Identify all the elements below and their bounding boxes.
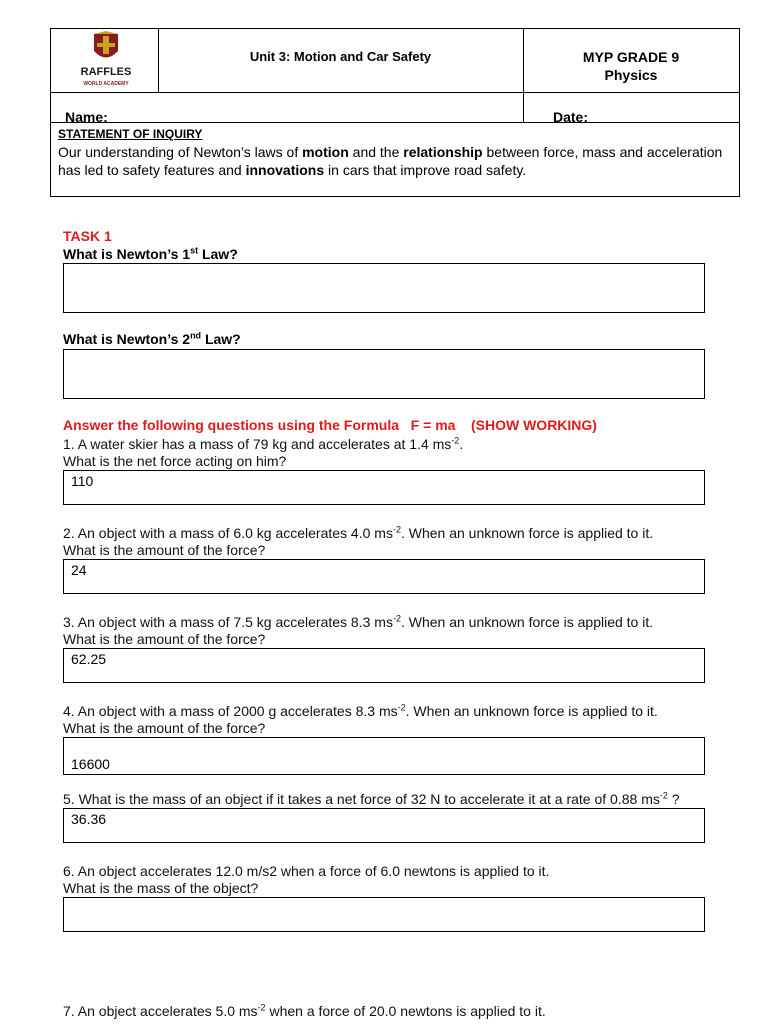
crest-icon: [81, 31, 131, 65]
answer-value: 62.25: [71, 651, 107, 667]
question-text: 1. A water skier has a mass of 79 kg and accelerates at 1.4 ms: [63, 436, 452, 452]
answer-box-3[interactable]: [63, 648, 705, 683]
question-6: [63, 863, 549, 897]
question-text: 2. An object with a mass of 6.0 kg accelerates 4.0 ms: [63, 525, 393, 541]
question-text: Law?: [201, 331, 241, 347]
question-text: What is the amount of the force?: [63, 631, 266, 647]
answer-value: 16600: [71, 756, 110, 772]
question-7: [63, 1003, 546, 1020]
inquiry-statement: [58, 143, 728, 179]
question-text: What is the amount of the force?: [63, 542, 266, 558]
worksheet-header: [50, 28, 740, 197]
question-3: [63, 614, 653, 648]
question-sup: st: [190, 245, 199, 256]
question-sup: -2: [451, 435, 460, 446]
inquiry-text: Our understanding of Newton’s laws of: [58, 144, 303, 160]
inquiry-bold: relationship: [403, 144, 483, 160]
law1-answer-box[interactable]: [63, 263, 705, 313]
question-text: 7. An object accelerates 5.0 ms: [63, 1003, 258, 1019]
question-text: What is Newton’s 2: [63, 331, 191, 347]
question-sup: -2: [392, 613, 401, 624]
inquiry-text: in cars that improve road safety.: [324, 162, 527, 178]
question-text: . When an unknown force is applied to it.: [405, 703, 658, 719]
question-sup: -2: [257, 1002, 266, 1013]
answer-value: 36.36: [71, 811, 107, 827]
inquiry-title: STATEMENT OF INQUIRY: [58, 127, 203, 141]
question-sup: -2: [397, 702, 406, 713]
question-sup: -2: [392, 524, 401, 535]
newton-law1-question: [63, 246, 238, 262]
answer-box-6[interactable]: [63, 897, 705, 932]
question-text: 4. An object with a mass of 2000 g accelerates 8.3 ms: [63, 703, 398, 719]
question-sup: nd: [190, 330, 202, 341]
question-text: . When an unknown force is applied to it.: [400, 525, 654, 541]
unit-title: Unit 3: Motion and Car Safety: [249, 49, 432, 64]
header-divider: [51, 122, 739, 123]
school-logo: [81, 31, 131, 89]
inquiry-bold: motion: [302, 144, 349, 160]
law2-answer-box[interactable]: [63, 349, 705, 399]
question-text: What is Newton’s 1: [63, 246, 191, 262]
question-4: [63, 703, 658, 737]
question-text: Law?: [198, 246, 238, 262]
question-text: .: [459, 436, 464, 452]
question-text: What is the amount of the force?: [63, 720, 266, 736]
question-text: . When an unknown force is applied to it.: [400, 614, 654, 630]
answer-value: 24: [71, 562, 87, 578]
question-1: [63, 436, 463, 470]
question-sup: -2: [659, 790, 668, 801]
question-text: What is the mass of the object?: [63, 880, 259, 896]
answer-value: 110: [71, 473, 94, 489]
newton-law2-question: [63, 331, 241, 347]
answer-box-1[interactable]: [63, 470, 705, 505]
date-label: Date:: [553, 109, 589, 125]
answer-box-4[interactable]: [63, 737, 705, 775]
inquiry-bold: innovations: [245, 162, 325, 178]
formula-instruction: Answer the following questions using the Formula F = ma (SHOW WORKING): [63, 417, 597, 433]
question-text: ?: [667, 791, 680, 807]
question-text: when a force of 20.0 newtons is applied to it.: [265, 1003, 546, 1019]
question-text: 5. What is the mass of an object if it takes a net force of 32 N to accelerate it at a rate of 0.88 ms: [63, 791, 660, 807]
logo-subtext: WORLD ACADEMY: [83, 81, 129, 87]
logo-text: RAFFLES: [80, 66, 132, 78]
question-text: 3. An object with a mass of 7.5 kg accelerates 8.3 ms: [63, 614, 393, 630]
task-label: TASK 1: [63, 228, 112, 244]
question-text: What is the net force acting on him?: [63, 453, 287, 469]
answer-box-5[interactable]: [63, 808, 705, 843]
header-divider: [51, 92, 739, 93]
header-divider: [523, 92, 524, 122]
question-5: [63, 791, 680, 808]
inquiry-text: between force, mass and acceleration has led to safety features and: [58, 144, 723, 178]
grade-label: MYP GRADE 9: [582, 49, 680, 65]
name-label: Name:: [65, 109, 108, 125]
subject-label: Physics: [604, 67, 658, 83]
question-text: 6. An object accelerates 12.0 m/s2 when a force of 6.0 newtons is applied to it.: [63, 863, 550, 879]
question-2: [63, 525, 653, 559]
inquiry-text: and the: [348, 144, 404, 160]
answer-box-2[interactable]: [63, 559, 705, 594]
